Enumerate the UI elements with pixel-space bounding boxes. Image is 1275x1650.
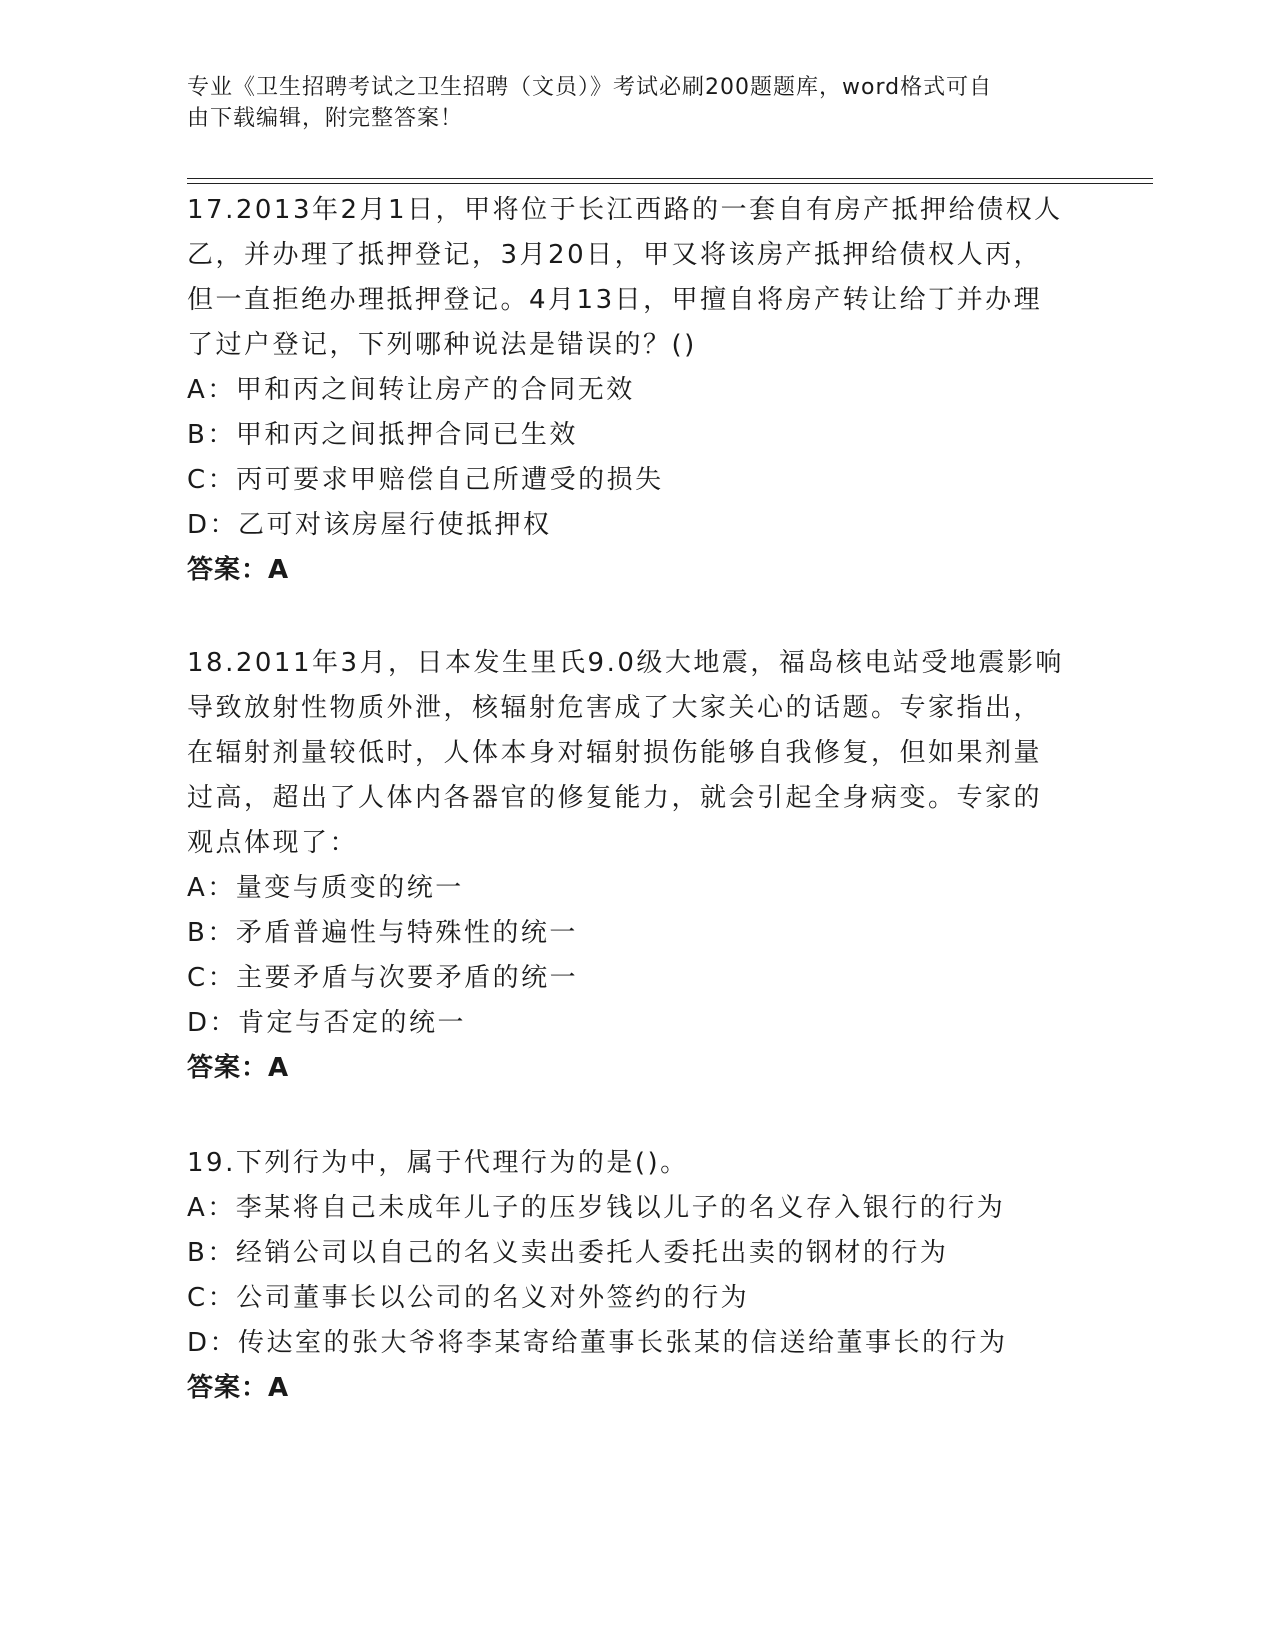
question-text-line: 18.2011年3月，日本发生里氏9.0级大地震，福岛核电站受地震影响	[187, 648, 1064, 678]
header-divider-top	[187, 178, 1153, 179]
option-c: C：公司董事长以公司的名义对外签约的行为	[187, 1283, 750, 1313]
question-text-line: 但一直拒绝办理抵押登记。4月13日，甲擅自将房产转让给丁并办理	[187, 285, 1043, 315]
question-text-line: 了过户登记，下列哪种说法是错误的？()	[187, 330, 697, 360]
option-d: D：乙可对该房屋行使抵押权	[187, 510, 552, 540]
option-d: D：传达室的张大爷将李某寄给董事长张某的信送给董事长的行为	[187, 1328, 1008, 1358]
question-text-line: 乙，并办理了抵押登记，3月20日，甲又将该房产抵押给债权人丙，	[187, 240, 1043, 270]
question-text-line: 导致放射性物质外泄，核辐射危害成了大家关心的话题。专家指出，	[187, 693, 1043, 723]
answer: 答案：A	[187, 1373, 290, 1403]
option-c: C：主要矛盾与次要矛盾的统一	[187, 963, 579, 993]
answer: 答案：A	[187, 1053, 290, 1083]
question-text-line: 在辐射剂量较低时，人体本身对辐射损伤能够自我修复，但如果剂量	[187, 738, 1043, 768]
option-b: B：经销公司以自己的名义卖出委托人委托出卖的钢材的行为	[187, 1238, 949, 1268]
option-b: B：矛盾普遍性与特殊性的统一	[187, 918, 578, 948]
question-text-line: 17.2013年2月1日，甲将位于长江西路的一套自有房产抵押给债权人	[187, 195, 1063, 225]
document-header	[187, 72, 1067, 134]
question-17	[187, 188, 1087, 593]
question-text-line: 观点体现了：	[187, 828, 359, 858]
question-text-line: 19.下列行为中，属于代理行为的是()。	[187, 1148, 689, 1178]
question-19	[187, 1141, 1087, 1411]
option-b: B：甲和丙之间抵押合同已生效	[187, 420, 578, 450]
header-divider-bottom	[187, 183, 1153, 184]
option-a: A：量变与质变的统一	[187, 873, 464, 903]
question-18	[187, 641, 1087, 1091]
option-a: A：甲和丙之间转让房产的合同无效	[187, 375, 635, 405]
header-line: 专业《卫生招聘考试之卫生招聘（文员）》考试必刷200题题库，word格式可自	[187, 75, 993, 100]
option-c: C：丙可要求甲赔偿自己所遭受的损失	[187, 465, 664, 495]
answer: 答案：A	[187, 555, 290, 585]
question-text-line: 过高，超出了人体内各器官的修复能力，就会引起全身病变。专家的	[187, 783, 1043, 813]
option-a: A：李某将自己未成年儿子的压岁钱以儿子的名义存入银行的行为	[187, 1193, 1006, 1223]
header-line: 由下载编辑，附完整答案！	[187, 106, 464, 131]
option-d: D：肯定与否定的统一	[187, 1008, 467, 1038]
